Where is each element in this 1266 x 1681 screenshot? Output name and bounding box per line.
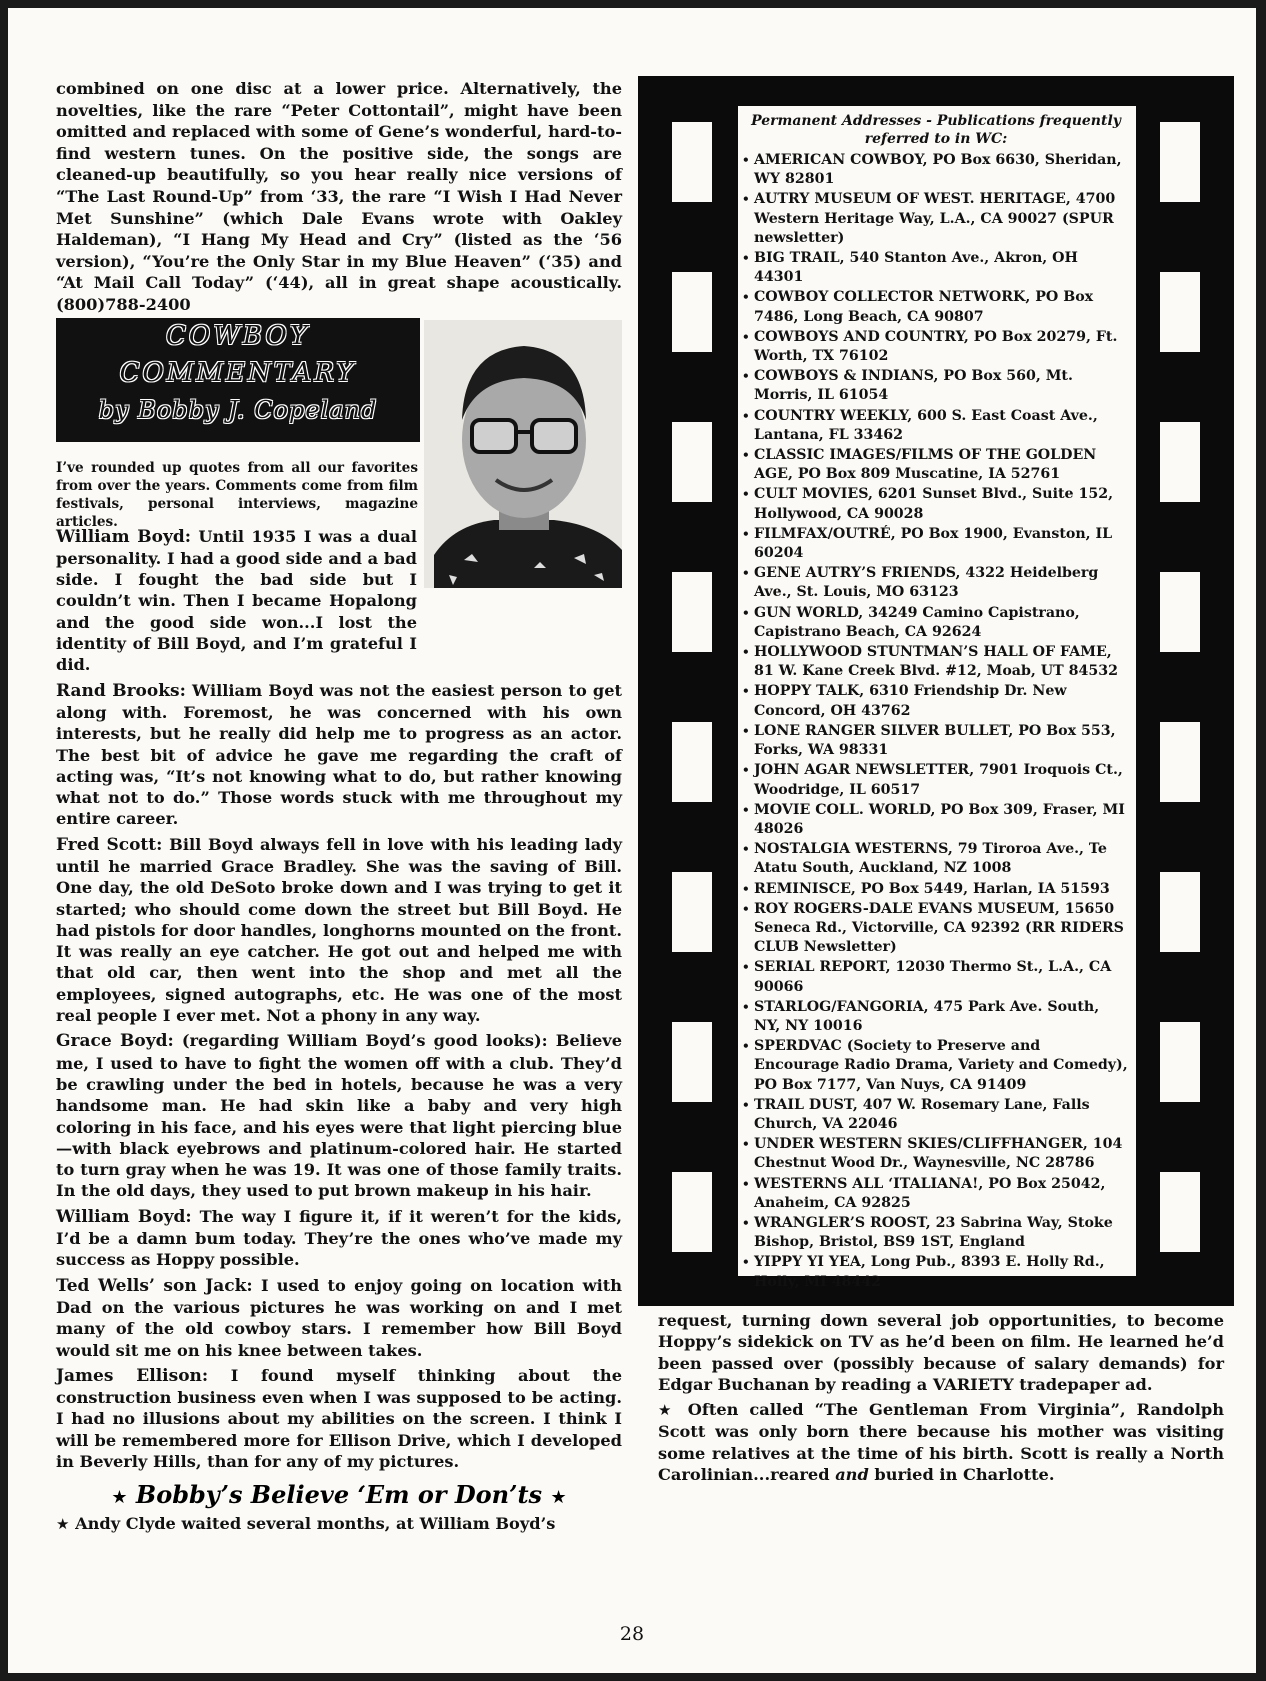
address-entry: • STARLOG/FANGORIA, 475 Park Ave. South, NY, NY 10016 <box>742 997 1130 1036</box>
column-byline: by Bobby J. Copeland <box>98 395 378 424</box>
address-entry: • GENE AUTRY’S FRIENDS, 4322 Heidelberg Ave., St. Louis, MO 63123 <box>742 563 1130 602</box>
address-entry: • UNDER WESTERN SKIES/CLIFFHANGER, 104 Chestnut Wood Dr., Waynesville, NC 28786 <box>742 1134 1130 1173</box>
believe-item-start <box>56 1513 622 1535</box>
column-header-row <box>56 318 622 531</box>
address-list-title: Permanent Addresses - Publications frequently referred to in WC: <box>751 113 1121 147</box>
quote-speaker: James Ellison: <box>56 1365 209 1386</box>
left-column <box>56 78 622 1540</box>
address-entry: • AMERICAN COWBOY, PO Box 6630, Sheridan, WY 82801 <box>742 150 1130 189</box>
address-entry: • HOLLYWOOD STUNTMAN’S HALL OF FAME, 81 W. Kane Creek Blvd. #12, Moab, UT 84532 <box>742 642 1130 681</box>
column-title-block <box>56 318 420 442</box>
review-paragraph <box>56 78 622 316</box>
believe-item-continued: request, turning down several job opportunities, to become Hoppy’s sidekick on TV as he’d been on film. He learned he’d been passed over (possibly because of salary demands) for Edgar Buchanan by reading a VARIETY tradepaper ad. <box>658 1311 1224 1394</box>
believe-heading <box>56 1480 622 1509</box>
quote-item <box>56 834 622 1027</box>
sprocket-hole <box>672 272 712 352</box>
address-entry: • WRANGLER’S ROOST, 23 Sabrina Way, Stoke Bishop, Bristol, BS9 1ST, England <box>742 1213 1130 1252</box>
quote-item <box>56 1030 622 1201</box>
quote-text: I used to enjoy going on location with Dad on the various pictures he was working on and I met many of the old cowboy stars. I remember how Bill Boyd would sit me on his knee between takes. <box>56 1275 622 1360</box>
sprocket-hole <box>1160 122 1200 202</box>
address-entry: • SERIAL REPORT, 12030 Thermo St., L.A., CA 90066 <box>742 957 1130 996</box>
quote-item <box>56 680 622 830</box>
believe-item1-start: Andy Clyde waited several months, at William Boyd’s <box>75 1514 556 1534</box>
sprocket-hole <box>1160 722 1200 802</box>
sprocket-hole <box>1160 572 1200 652</box>
column-intro-note: I’ve rounded up quotes from all our favorites from over the years. Comments come from film festivals, personal interviews, magazine articles. <box>56 460 418 531</box>
address-entry: • COUNTRY WEEKLY, 600 S. East Coast Ave., Lantana, FL 33462 <box>742 406 1130 445</box>
quote-speaker: Fred Scott: <box>56 834 163 855</box>
sprocket-hole <box>1160 272 1200 352</box>
address-entry: • WESTERNS ALL ‘ITALIANA!, PO Box 25042, Anaheim, CA 92825 <box>742 1174 1130 1213</box>
believe-item2-text: Often called “The Gentleman From Virginia”, Randolph Scott was only born there because his mother was visiting some relatives at the time of his birth. Scott is really a North Carolinian...reared <box>658 1400 1225 1485</box>
quote-text: The way I figure it, if it weren’t for the kids, I’d be a damn bum today. They’re the ones who’ve made my success as Hoppy possible. <box>56 1206 622 1270</box>
sprocket-hole <box>1160 1022 1200 1102</box>
sprocket-hole <box>672 1022 712 1102</box>
column-title-line1: COWBOY <box>165 320 310 351</box>
sprocket-hole <box>672 122 712 202</box>
address-entry: • COWBOY COLLECTOR NETWORK, PO Box 7486, Long Beach, CA 90807 <box>742 287 1130 326</box>
believe-item2-text-end: buried in Charlotte. <box>868 1465 1055 1485</box>
sprocket-hole <box>672 572 712 652</box>
address-entry: • SPERDVAC (Society to Preserve and Encourage Radio Drama, Variety and Comedy), PO Box 7177, Van Nuys, CA 91409 <box>742 1036 1130 1095</box>
quote-item <box>56 1206 622 1271</box>
quote-text: I found myself thinking about the construction business even when I was supposed to be acting. I had no illusions about my abilities on the screen. I think I will be remembered more for Ellison Drive, which I developed in Beverly Hills, than for any of my pictures. <box>56 1365 622 1471</box>
quote-speaker: Grace Boyd: <box>56 1031 174 1052</box>
believe-heading-text: Bobby’s Believe ‘Em or Don’ts <box>135 1480 543 1510</box>
quote-speaker: Ted Wells’ son Jack: <box>56 1275 253 1296</box>
address-entry: • FILMFAX/OUTRÉ, PO Box 1900, Evanston, IL 60204 <box>742 524 1130 563</box>
quote-item <box>56 1365 622 1472</box>
address-entry: • HOPPY TALK, 6310 Friendship Dr. New Concord, OH 43762 <box>742 681 1130 720</box>
star-icon: ★ <box>658 1401 677 1420</box>
quote-speaker: William Boyd: <box>56 526 191 547</box>
author-portrait-image <box>424 320 622 588</box>
magazine-page <box>8 8 1256 1673</box>
quote-speaker: William Boyd: <box>56 1206 192 1227</box>
quote-item <box>56 1275 622 1361</box>
quote-speaker: Rand Brooks: <box>56 680 186 701</box>
quote-item <box>56 526 417 676</box>
review-text: combined on one disc at a lower price. Alternatively, the novelties, like the rare “Peter Cottontail”, might have been omitted and replaced with some of Gene’s wonderful, hard-to-find western tunes. On the positive side, the songs are cleaned-up beautifully, so you hear really nice versions of “The Last Round-Up” from ‘33, the rare “I Wish I Had Never Met Sunshine” (which Dale Evans wrote with Oakley Haldeman), “I Hang My Head and Cry” (listed as the ‘56 version), “You’re the Only Star in my Blue Heaven” (‘35) and “At Mail Call Today” (‘44), all in great shape acoustically. <box>56 79 622 293</box>
address-entry: • NOSTALGIA WESTERNS, 79 Tiroroa Ave., Te Atatu South, Auckland, NZ 1008 <box>742 839 1130 878</box>
phone-number: (800)788-2400 <box>56 294 191 314</box>
star-icon: ★ <box>550 1487 567 1509</box>
address-entry: • TRAIL DUST, 407 W. Rosemary Lane, Falls Church, VA 22046 <box>742 1095 1130 1134</box>
address-entry: • BIG TRAIL, 540 Stanton Ave., Akron, OH 44301 <box>742 248 1130 287</box>
column-title-line2: COMMENTARY <box>119 357 357 388</box>
sprocket-hole <box>672 722 712 802</box>
filmstrip-address-box <box>638 76 1234 1306</box>
believe-item <box>658 1399 1224 1485</box>
sprocket-hole <box>1160 422 1200 502</box>
address-entry: • AUTRY MUSEUM OF WEST. HERITAGE, 4700 Western Heritage Way, L.A., CA 90027 (SPUR newsletter) <box>742 189 1130 248</box>
address-entry: • ROY ROGERS-DALE EVANS MUSEUM, 15650 Seneca Rd., Victorville, CA 92392 (RR RIDERS CLUB Newsletter) <box>742 899 1130 958</box>
address-entry: • MOVIE COLL. WORLD, PO Box 309, Fraser, MI 48026 <box>742 800 1130 839</box>
address-list <box>742 150 1130 1292</box>
address-entry: • CULT MOVIES, 6201 Sunset Blvd., Suite 152, Hollywood, CA 90028 <box>742 484 1130 523</box>
quote-text: Bill Boyd always fell in love with his leading lady until he married Grace Bradley. She was the saving of Bill. One day, the old DeSoto broke down and I was trying to get it started; who should come down the street but Bill Boyd. He had pistols for door handles, longhorns mounted on the front. It was really an eye catcher. He got out and helped me with that old car, then went into the shop and met all the employees, signed autographs, etc. He was one of the most real people I ever met. Not a phony in any way. <box>56 834 623 1026</box>
right-bottom-column <box>658 1310 1224 1489</box>
sprocket-hole <box>1160 872 1200 952</box>
address-entry: • YIPPY YI YEA, Long Pub., 8393 E. Holly Rd., Holly, MI 48442 <box>742 1252 1130 1291</box>
sprocket-hole <box>672 422 712 502</box>
sprocket-hole <box>1160 1172 1200 1252</box>
quote-text: (regarding William Boyd’s good looks): Believe me, I used to have to fight the women off with a club. They’d be crawling under the bed in hotels, because he was a very handsome man. He had skin like a baby and very high coloring in his face, and his eyes were that light piercing blue—with black eyebrows and platinum-colored hair. He started to turn gray when he was 19. It was one of those family traits. In the old days, they used to put brown makeup in his hair. <box>56 1031 622 1201</box>
believe-item2-emphasis: and <box>835 1465 869 1485</box>
address-entry: • CLASSIC IMAGES/FILMS OF THE GOLDEN AGE, PO Box 809 Muscatine, IA 52761 <box>742 445 1130 484</box>
address-entry: • JOHN AGAR NEWSLETTER, 7901 Iroquois Ct., Woodridge, IL 60517 <box>742 760 1130 799</box>
quote-text: William Boyd was not the easiest person to get along with. Foremost, he was concerned with his own interests, but he really did help me to progress as an actor. The best bit of advice he gave me regarding the craft of acting was, “It’s not knowing what to do, but rather knowing what not to do.” Those words stuck with me throughout my entire career. <box>56 680 623 829</box>
address-entry: • GUN WORLD, 34249 Camino Capistrano, Capistrano Beach, CA 92624 <box>742 603 1130 642</box>
quote-text: Until 1935 I was a dual personality. I had a good side and a bad side. I fought the bad side but I couldn’t win. Then I became Hopalong and the good side won...I lost the identity of Bill Boyd, and I’m grateful I did. <box>56 526 418 675</box>
star-icon: ★ <box>56 1515 70 1534</box>
address-entry: • LONE RANGER SILVER BULLET, PO Box 553, Forks, WA 98331 <box>742 721 1130 760</box>
sprocket-hole <box>672 872 712 952</box>
address-list-panel <box>738 106 1136 1290</box>
star-icon: ★ <box>111 1487 128 1509</box>
address-entry: • COWBOYS AND COUNTRY, PO Box 20279, Ft. Worth, TX 76102 <box>742 327 1130 366</box>
page-number: 28 <box>619 1623 645 1645</box>
sprocket-hole <box>672 1172 712 1252</box>
address-entry: • COWBOYS & INDIANS, PO Box 560, Mt. Morris, IL 61054 <box>742 366 1130 405</box>
author-photo <box>424 320 622 588</box>
address-entry: • REMINISCE, PO Box 5449, Harlan, IA 51593 <box>742 879 1130 899</box>
